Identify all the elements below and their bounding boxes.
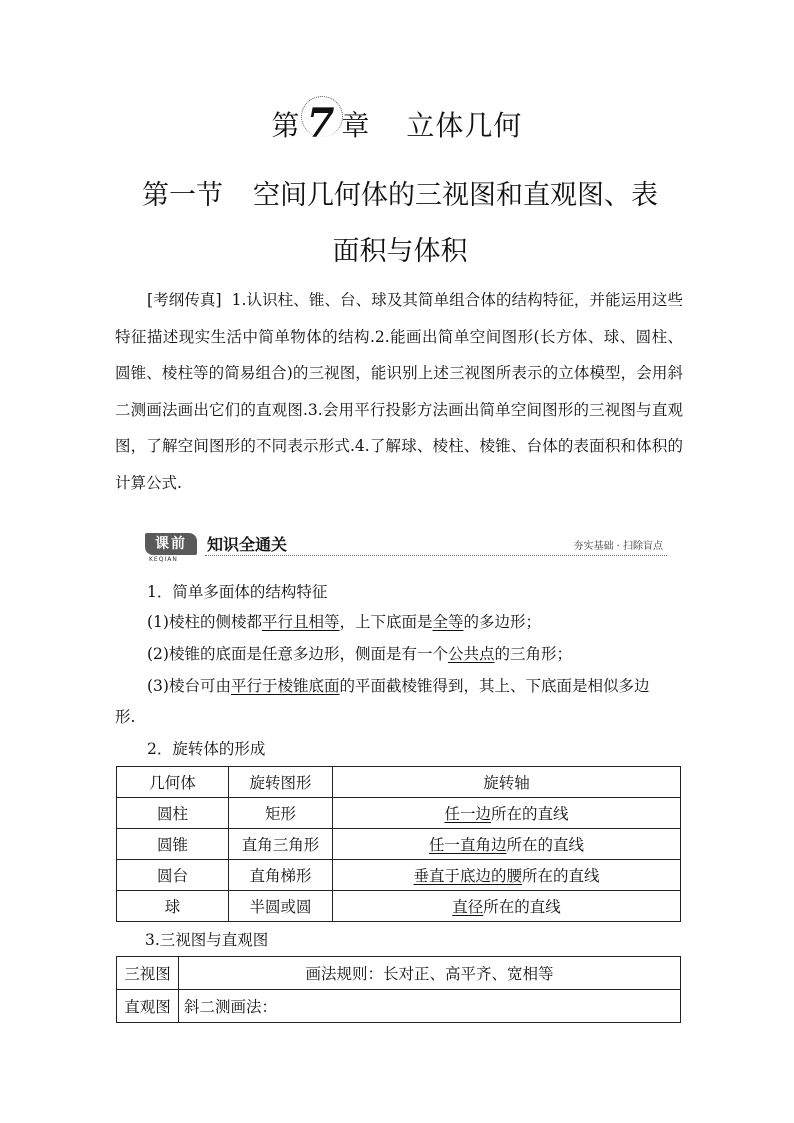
- section-number: 第一节: [142, 180, 223, 211]
- header-cell: 几何体: [117, 767, 229, 798]
- s1-p2: (2)棱锥的底面是任意多边形，侧面是有一个公共点的三角形；: [147, 645, 572, 663]
- s1-p3: (3)棱台可由平行于棱锥底面的平面截棱锥得到，其上、下底面是相似多边: [147, 677, 650, 695]
- underlined-answer: 公共点: [447, 645, 495, 663]
- section-title: [115, 168, 685, 280]
- table-row: 三视图 画法规则：长对正、高平齐、宽相等: [117, 957, 681, 990]
- syllabus-paragraph: [115, 282, 683, 501]
- views-table: [116, 956, 681, 1023]
- underlined-answer: 全等: [432, 613, 464, 631]
- banner-slogan: 夯实基础 · 扫除盲点: [573, 541, 663, 552]
- s1-p1: (1)棱柱的侧棱都平行且相等，上下底面是全等的多边形；: [147, 613, 542, 631]
- banner-tag: 课前: [145, 533, 197, 555]
- syllabus-text: 1.认识柱、锥、台、球及其简单组合体的结构特征，并能运用这些特征描述现实生活中简单物体的结构.2.能画出简单空间图形(长方体、球、圆柱、圆锥、棱柱等的简易组合)的三视图，能识别上述三视图所表示的立体模型，会用斜二测画法画出它们的直观图.3.会用平行投影方法画出简单空间图形的三视图与直观图，了解空间图形的不同表示形式.4.了解球、棱柱、棱锥、台体的表面积和体积的计算公式.: [115, 291, 683, 492]
- table-row: 直观图 斜二测画法：: [117, 990, 681, 1023]
- chapter-name: 立体几何: [406, 109, 523, 142]
- underlined-answer: 平行于棱锥底面: [230, 677, 340, 695]
- section-banner: [145, 531, 667, 563]
- banner-rule: [205, 555, 667, 556]
- table-row: 圆柱 矩形 任一边所在的直线: [117, 798, 681, 829]
- chapter-prefix: 第: [271, 109, 301, 142]
- section-title-line1: 空间几何体的三视图和直观图、表: [253, 180, 658, 211]
- rotation-solids-table: [116, 766, 681, 922]
- chapter-suffix: 章: [341, 109, 371, 142]
- table-header-row: [117, 767, 681, 798]
- s2-title: 2．旋转体的形成: [147, 740, 266, 758]
- chapter-title: [0, 98, 794, 145]
- header-cell: 旋转轴: [333, 767, 681, 798]
- underlined-answer: 平行且相等: [261, 613, 340, 631]
- banner-pinyin: KEQIAN: [149, 556, 178, 563]
- s1-p3-cont: 形.: [115, 708, 136, 726]
- chapter-number: 7: [306, 100, 336, 147]
- syllabus-label: [考纲传真]: [147, 291, 222, 309]
- table-row: 圆锥 直角三角形 任一直角边所在的直线: [117, 829, 681, 860]
- banner-heading: 知识全通关: [207, 535, 288, 554]
- header-cell: 旋转图形: [229, 767, 333, 798]
- table-row: 球 半圆或圆 直径所在的直线: [117, 891, 681, 922]
- table-row: 圆台 直角梯形 垂直于底边的腰所在的直线: [117, 860, 681, 891]
- s3-title: 3.三视图与直观图: [145, 931, 269, 949]
- section-title-line2: 面积与体积: [332, 236, 468, 267]
- s1-title: 1．简单多面体的结构特征: [147, 583, 328, 601]
